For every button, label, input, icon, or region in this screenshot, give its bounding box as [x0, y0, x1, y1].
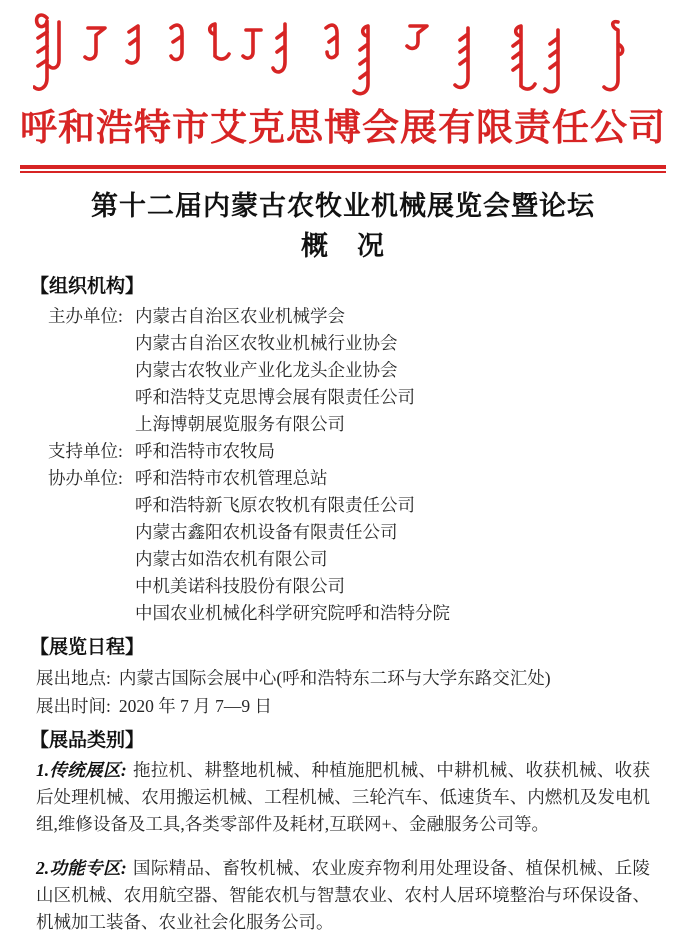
org-items	[135, 438, 650, 465]
org-label: 协办单位:	[48, 468, 123, 488]
company-name: 呼和浩特市艾克思博会展有限责任公司	[20, 107, 666, 148]
category-paragraph-traditional	[36, 757, 650, 838]
category-label: 1.传统展区:	[36, 760, 127, 780]
org-row-coorganizers	[36, 465, 650, 627]
org-item: 上海博朝展览服务有限公司	[135, 414, 345, 434]
category-paragraph-functional	[36, 855, 650, 936]
org-row-hosts	[36, 303, 650, 438]
schedule-value: 内蒙古国际会展中心(呼和浩特东二环与大学东路交汇处)	[118, 668, 551, 688]
schedule-row-location	[36, 664, 650, 692]
org-item: 内蒙古农牧业产业化龙头企业协会	[135, 360, 398, 380]
org-item: 内蒙古鑫阳农机设备有限责任公司	[135, 522, 398, 542]
org-item: 呼和浩特艾克思博会展有限责任公司	[135, 387, 415, 407]
org-items	[135, 303, 650, 438]
section-heading-schedule: 【展览日程】	[30, 637, 145, 658]
org-item: 内蒙古自治区农牧业机械行业协会	[135, 333, 398, 353]
org-label: 支持单位:	[48, 441, 123, 461]
org-item: 中机美诺科技股份有限公司	[135, 576, 345, 596]
org-item: 内蒙古如浩农机有限公司	[135, 549, 328, 569]
org-item: 呼和浩特市农牧局	[135, 441, 275, 461]
org-item: 呼和浩特市农机管理总站	[135, 468, 328, 488]
org-items	[135, 465, 650, 627]
org-row-supporters	[36, 438, 650, 465]
letterhead	[0, 0, 686, 173]
schedule-label: 展出地点:	[36, 668, 111, 688]
schedule-value: 2020 年 7 月 7—9 日	[118, 696, 272, 716]
letterhead-divider	[20, 165, 666, 173]
divider-thin-line	[20, 171, 666, 173]
section-heading-categories: 【展品类别】	[30, 730, 145, 751]
document-body	[0, 274, 686, 936]
category-text: 国际精品、畜牧机械、农业废弃物利用处理设备、植保机械、丘陵山区机械、农用航空器、智能农机与智慧农业、农村人居环境整治与环保设备、机械加工装备、农业社会化服务公司。	[36, 858, 651, 932]
schedule-label: 展出时间:	[36, 696, 111, 716]
org-item: 呼和浩特新飞原农牧机有限责任公司	[135, 495, 415, 515]
schedule-row-time	[36, 692, 650, 720]
category-label: 2.功能专区:	[36, 858, 127, 878]
category-text: 拖拉机、耕整地机械、种植施肥机械、中耕机械、收获机械、收获后处理机械、农用搬运机械、工程机械、三轮汽车、低速货车、内燃机及发电机组,维修设备及工具,各类零部件及耗材,互联网+、金融服务公司等。	[36, 760, 651, 834]
divider-thick-line	[20, 165, 666, 169]
document-title-line1: 第十二届内蒙古农牧业机械展览会暨论坛	[91, 191, 595, 221]
org-item: 内蒙古自治区农业机械学会	[135, 306, 345, 326]
mongolian-script-banner	[33, 10, 653, 102]
org-item: 中国农业机械化科学研究院呼和浩特分院	[135, 603, 450, 623]
org-label: 主办单位:	[48, 306, 123, 326]
document-title-line2: 概 况	[301, 231, 385, 261]
section-heading-organization: 【组织机构】	[30, 276, 145, 297]
document-title	[0, 186, 686, 266]
